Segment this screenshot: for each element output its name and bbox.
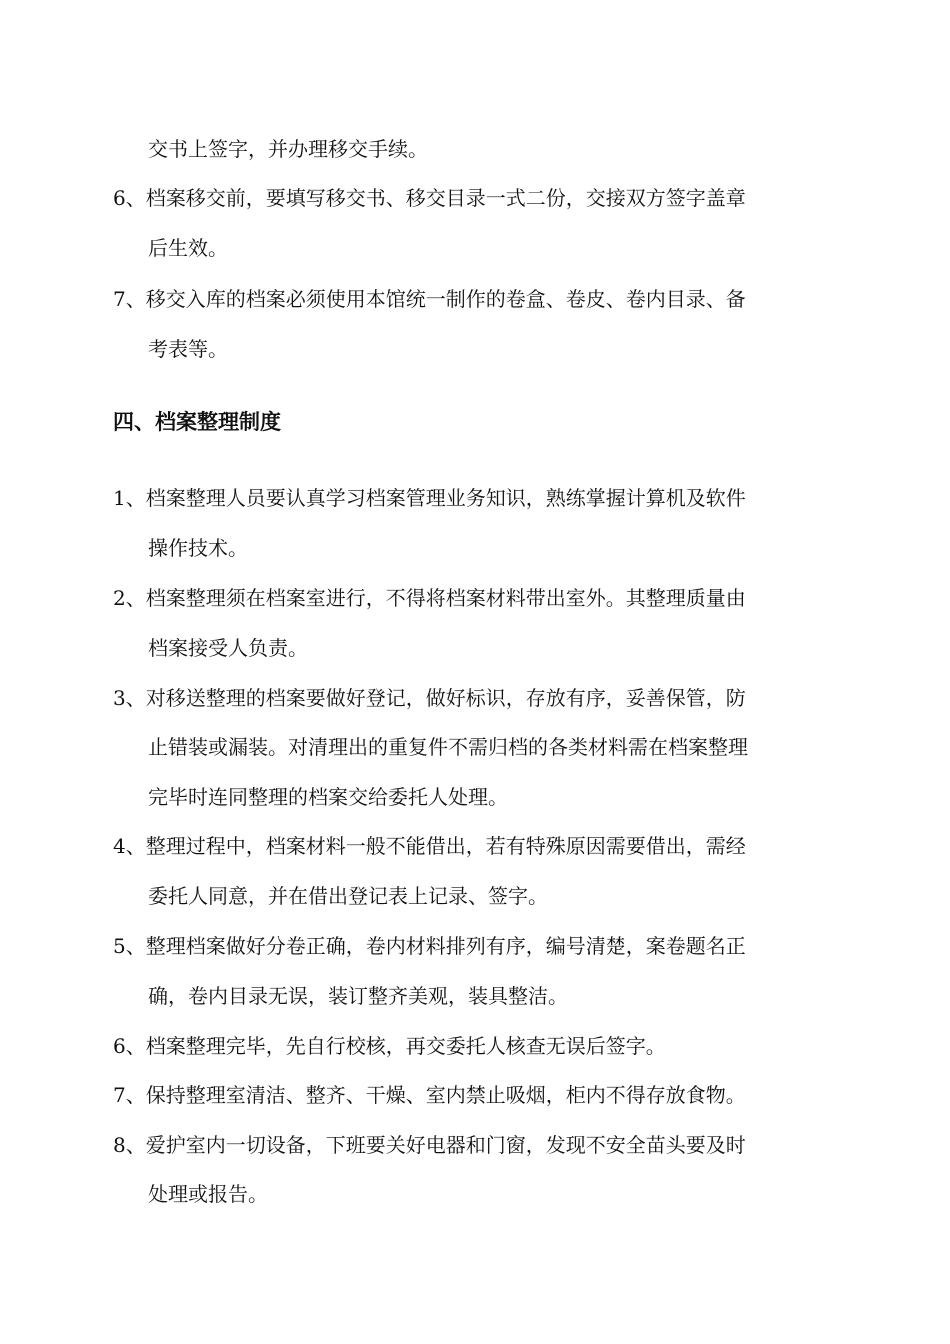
list-item-line: 7、移交入库的档案必须使用本馆统一制作的卷盒、卷皮、卷内目录、备	[113, 287, 746, 311]
list-item-line: 2、档案整理须在档案室进行，不得将档案材料带出室外。其整理质量由	[113, 586, 746, 610]
paragraph-continuation: 交书上签字，并办理移交手续。	[148, 137, 428, 161]
list-item-line: 后生效。	[148, 236, 228, 260]
list-item-line: 8、爱护室内一切设备，下班要关好电器和门窗，发现不安全苗头要及时	[113, 1133, 746, 1157]
list-item-line: 确，卷内目录无误，装订整齐美观，装具整洁。	[148, 984, 568, 1008]
list-item-line: 6、档案整理完毕，先自行校核，再交委托人核查无误后签字。	[113, 1034, 666, 1058]
list-item-line: 7、保持整理室清洁、整齐、干燥、室内禁止吸烟，柜内不得存放食物。	[113, 1083, 746, 1107]
list-item-line: 1、档案整理人员要认真学习档案管理业务知识，熟练掌握计算机及软件	[113, 486, 746, 510]
list-item-line: 6、档案移交前，要填写移交书、移交目录一式二份，交接双方签字盖章	[113, 186, 746, 210]
list-item-line: 4、整理过程中，档案材料一般不能借出，若有特殊原因需要借出，需经	[113, 834, 746, 858]
section-heading: 四、档案整理制度	[113, 410, 281, 434]
list-item-line: 完毕时连同整理的档案交给委托人处理。	[148, 785, 508, 809]
list-item-line: 止错装或漏装。对清理出的重复件不需归档的各类材料需在档案整理	[148, 735, 748, 759]
list-item-line: 5、整理档案做好分卷正确，卷内材料排列有序，编号清楚，案卷题名正	[113, 934, 746, 958]
list-item-line: 操作技术。	[148, 536, 248, 560]
list-item-line: 委托人同意，并在借出登记表上记录、签字。	[148, 884, 548, 908]
list-item-line: 考表等。	[148, 337, 228, 361]
list-item-line: 3、对移送整理的档案要做好登记，做好标识，存放有序，妥善保管，防	[113, 686, 746, 710]
list-item-line: 档案接受人负责。	[148, 636, 308, 660]
list-item-line: 处理或报告。	[148, 1182, 268, 1206]
